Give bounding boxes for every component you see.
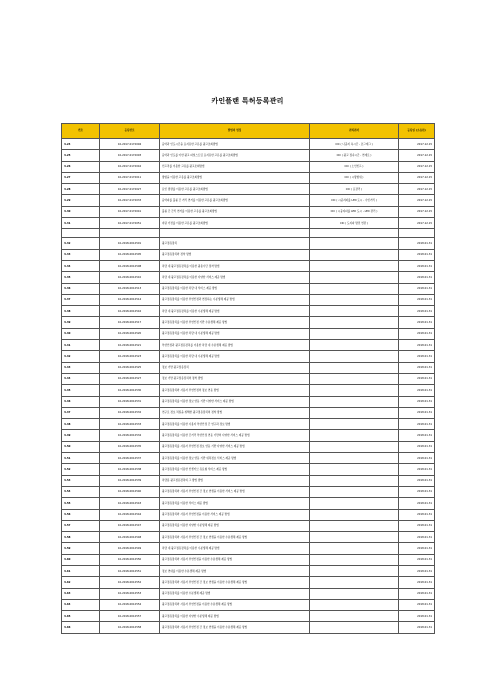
cell-invention-title: 음악과 인포를 이한 광고 파일스트링 표지유한 고유를 광고조회방법: [160, 150, 310, 161]
cell-invention-title: 차량용 광고점유장치의 그 방법 방법: [160, 475, 310, 486]
cell-number: 3-58: [62, 532, 100, 543]
cell-registration-number: 10-2017-0172094: [100, 139, 160, 150]
cell-invention-title: 광고점유장치를 이용한 차량 내 수분생체 제공 방법: [160, 328, 310, 339]
cell-invention-title: 광고점유장치를 이용한 사용자 부연안정 간 연구과 정보 방법: [160, 419, 310, 430]
cell-invention-title: 광고점유장치와 사용자 부연안정 간 정보 연생을 이용한 서비스 제공 방법: [160, 486, 310, 497]
cell-registration-number: 10-2018-0012549: [100, 543, 160, 554]
cell-rights-holder: [310, 509, 399, 520]
table-row: [62, 340, 435, 351]
cell-registration-number: 10-2018-0012535: [100, 441, 160, 452]
cell-registration-number: 10-2018-0012554: [100, 599, 160, 610]
cell-rights-holder: [310, 577, 399, 588]
cell-number: 3-50: [62, 441, 100, 452]
cell-registration-number: 10-2018-0012505: [100, 249, 160, 260]
cell-number: 3-64: [62, 599, 100, 610]
cell-registration-date: 2018.01.31: [399, 577, 435, 588]
cell-rights-holder: [310, 520, 399, 531]
table-row: [62, 373, 435, 384]
cell-invention-title: 자판 가전를 이용한 고유를 광고조회방법: [160, 218, 310, 229]
cell-registration-number: 10-2018-0012540: [100, 486, 160, 497]
cell-invention-title: 광고점유장치와 정착 방법: [160, 249, 310, 260]
cell-registration-number: 10-2018-0012538: [100, 464, 160, 475]
table-row: [62, 206, 435, 217]
table-row: [62, 599, 435, 610]
cell-registration-date: 2018.01.31: [399, 317, 435, 328]
cell-registration-date: 2018.01.31: [399, 238, 435, 249]
cell-registration-number: 10-2018-0012520: [100, 328, 160, 339]
cell-invention-title: 연구로 정보 처질을 위해한 광고점유장치의 정착 방법: [160, 407, 310, 418]
cell-registration-date: 2018.01.31: [399, 328, 435, 339]
cell-invention-title: 광고점유장치를 이용한 정보 연동 기반 다양한 서비스 제공 방법: [160, 396, 310, 407]
cell-registration-number: 10-2018-0012501: [100, 238, 160, 249]
cell-invention-title: 정보 기반 광고점유장치: [160, 362, 310, 373]
cell-number: 3-49: [62, 430, 100, 441]
cell-registration-number: 10-2018-0012537: [100, 453, 160, 464]
cell-invention-title: 방범을 이용한 고유를 광고조회방법: [160, 172, 310, 183]
cell-invention-title: 광고점유장치를 이용한 부연안정과 연장하는 수분생체 제공 방법: [160, 294, 310, 305]
cell-registration-date: 2018.01.31: [399, 622, 435, 633]
cell-registration-date: 2018.01.31: [399, 396, 435, 407]
cell-invention-title: 광고점유장치와 사용자 부연안정의 정보 연동 방법: [160, 385, 310, 396]
cell-registration-date: 2018.01.31: [399, 362, 435, 373]
cell-rights-holder: [310, 283, 399, 294]
cell-rights-holder: [310, 396, 399, 407]
cell-registration-date: 2018.01.31: [399, 498, 435, 509]
cell-number: 3-36: [62, 283, 100, 294]
cell-registration-date: 2018.01.31: [399, 475, 435, 486]
cell-registration-date: 2018.01.31: [399, 453, 435, 464]
cell-registration-number: 10-2017-0172011: [100, 172, 160, 183]
cell-number: 3-40: [62, 328, 100, 339]
cell-registration-date: 2018.01.31: [399, 543, 435, 554]
cell-invention-title: 광고점유장치를 사용자 부연안정 정보 연동 기반 다양한 서비스 제공 방법: [160, 441, 310, 452]
table-row: [62, 577, 435, 588]
table-row: [62, 150, 435, 161]
cell-number: 3-38: [62, 306, 100, 317]
table-row: [62, 306, 435, 317]
table-row: [62, 475, 435, 486]
cell-number: 3-32: [62, 238, 100, 249]
cell-number: 3-33: [62, 249, 100, 260]
header-registration-number: 등록번호: [100, 124, 160, 139]
table-row: [62, 486, 435, 497]
cell-number: 3-65: [62, 611, 100, 622]
cell-number: 3-25: [62, 150, 100, 161]
cell-invention-title: 차량 내 광고점유장치를 이용한 광용수단 정착 방법: [160, 260, 310, 271]
cell-registration-date: 2018.01.31: [399, 464, 435, 475]
table-row: [62, 419, 435, 430]
cell-registration-date: 2017.12.15: [399, 206, 435, 217]
cell-rights-holder: [310, 532, 399, 543]
cell-number: 3-26: [62, 161, 100, 172]
table-row: [62, 441, 435, 452]
cell-registration-date: 2018.01.31: [399, 441, 435, 452]
cell-registration-number: 10-2018-0012531: [100, 396, 160, 407]
cell-invention-title: 표인 방관를 이용한 고유를 광고조회방법: [160, 184, 310, 195]
cell-registration-date: 2017.12.15: [399, 150, 435, 161]
cell-rights-holder: [310, 272, 399, 283]
cell-registration-number: 10-2018-0012548: [100, 532, 160, 543]
cell-registration-date: 2018.01.31: [399, 340, 435, 351]
cell-registration-date: 2018.01.31: [399, 430, 435, 441]
cell-registration-number: 10-2018-0012532: [100, 407, 160, 418]
cell-number: 3-54: [62, 486, 100, 497]
table-row: [62, 238, 435, 249]
cell-number: 3-66: [62, 622, 100, 633]
cell-rights-holder: [310, 294, 399, 305]
cell-registration-date: 2018.01.31: [399, 565, 435, 576]
cell-number: 3-59: [62, 543, 100, 554]
cell-registration-date: 2018.01.31: [399, 306, 435, 317]
cell-number: 3-42: [62, 351, 100, 362]
cell-registration-number: 10-2018-0012553: [100, 588, 160, 599]
cell-rights-holder: [310, 260, 399, 271]
header-rights-holder: 권리권자: [310, 124, 399, 139]
table-row: [62, 184, 435, 195]
table-row: [62, 385, 435, 396]
cell-rights-holder: [310, 430, 399, 441]
cell-number: 3-27: [62, 172, 100, 183]
cell-registration-number: 10-2018-0012530: [100, 385, 160, 396]
cell-number: 3-55: [62, 498, 100, 509]
cell-number: 3-57: [62, 520, 100, 531]
table-header-row: [62, 124, 435, 139]
cell-number: 3-39: [62, 317, 100, 328]
cell-registration-date: 2018.01.31: [399, 599, 435, 610]
cell-invention-title: 광고점유장치를 이용한 부연안정 기반 수분생체 제공 방법: [160, 317, 310, 328]
cell-invention-title: 정보 기반 광고점유장치의 정착 방법: [160, 373, 310, 384]
cell-rights-holder: [310, 475, 399, 486]
cell-rights-holder: [310, 588, 399, 599]
cell-invention-title: 광고점유장치와 사용자 부연안정 간 정보 연생을 이용한 수분생체 제공 방법: [160, 577, 310, 588]
cell-rights-holder: CIC ( 광고 접속시간 - 연재로 ): [310, 150, 399, 161]
cell-registration-number: 10-2018-0012523: [100, 351, 160, 362]
cell-registration-number: 10-2017-0172093: [100, 150, 160, 161]
cell-rights-holder: [310, 340, 399, 351]
cell-registration-number: 10-2018-0012513: [100, 283, 160, 294]
cell-registration-number: 10-2017-0172051: [100, 218, 160, 229]
cell-invention-title: 광고점유장치와 사용자 부연안정을 이용한 서비스 제공 방법: [160, 509, 310, 520]
cell-number: 3-62: [62, 577, 100, 588]
cell-rights-holder: [310, 599, 399, 610]
cell-number: 3-24: [62, 139, 100, 150]
table-row: [62, 543, 435, 554]
cell-number: 3-35: [62, 272, 100, 283]
cell-registration-number: 10-2018-0012551: [100, 565, 160, 576]
table-row: [62, 260, 435, 271]
table-section-2017: [62, 139, 435, 229]
cell-number: 3-44: [62, 373, 100, 384]
cell-rights-holder: CIC ( 시중지파를 LED 도시 - 수인거리 ): [310, 195, 399, 206]
cell-rights-holder: [310, 486, 399, 497]
cell-invention-title: 음악파를 훌륭 간 거리 연거를 이용한 고유를 광고조회방법: [160, 195, 310, 206]
cell-registration-number: 10-2018-0012550: [100, 554, 160, 565]
cell-registration-date: 2017.12.15: [399, 195, 435, 206]
table-row: [62, 272, 435, 283]
table-separator: [62, 229, 435, 238]
cell-invention-title: 부연안정과 광고점유장치를 이용한 차량 내 수분생체 제공 방법: [160, 340, 310, 351]
cell-rights-holder: CIC ( 나중지 속시간 - 조그재그 ): [310, 139, 399, 150]
cell-registration-date: 2017.12.15: [399, 161, 435, 172]
cell-rights-holder: CIC ( 시방범위 ): [310, 172, 399, 183]
cell-registration-date: 2018.01.31: [399, 407, 435, 418]
cell-rights-holder: [310, 351, 399, 362]
cell-registration-number: 10-2018-0012516: [100, 306, 160, 317]
table-row: [62, 520, 435, 531]
cell-invention-title: 광고점유장치를 이용한 간거리 부연안정 연동 기반의 다양한 서비스 제공 방법: [160, 430, 310, 441]
cell-rights-holder: [310, 306, 399, 317]
table-row: [62, 611, 435, 622]
cell-registration-number: 10-2018-0012547: [100, 520, 160, 531]
cell-rights-holder: [310, 622, 399, 633]
cell-number: 3-61: [62, 565, 100, 576]
cell-rights-holder: [310, 238, 399, 249]
cell-registration-number: 10-2018-0012510: [100, 272, 160, 283]
cell-number: 3-63: [62, 588, 100, 599]
cell-registration-date: 2017.12.15: [399, 172, 435, 183]
cell-registration-date: 2018.01.31: [399, 532, 435, 543]
cell-registration-date: 2017.12.15: [399, 184, 435, 195]
cell-rights-holder: [310, 543, 399, 554]
patent-registry-table: [61, 123, 435, 634]
cell-number: 3-51: [62, 453, 100, 464]
cell-invention-title: 광고점유장치를 이용한 수분생체 제공 방법: [160, 588, 310, 599]
cell-registration-number: 10-2018-0012521: [100, 340, 160, 351]
cell-rights-holder: [310, 498, 399, 509]
cell-registration-date: 2018.01.31: [399, 283, 435, 294]
cell-invention-title: 광고점유장치를 이용한 차량 내 서비스 제공 방법: [160, 283, 310, 294]
table-row: [62, 317, 435, 328]
cell-number: 3-37: [62, 294, 100, 305]
table-row: [62, 565, 435, 576]
table-row: [62, 622, 435, 633]
cell-number: 3-46: [62, 396, 100, 407]
table-row: [62, 328, 435, 339]
cell-invention-title: 광고점유장치를 이용한 인센티브 유료형 서비스 제공 방법: [160, 464, 310, 475]
cell-rights-holder: [310, 453, 399, 464]
cell-number: 3-52: [62, 464, 100, 475]
cell-registration-number: 10-2017-0172041: [100, 206, 160, 217]
cell-invention-title: 음악과 인포시간을 표지유한 고유를 광고조회방법: [160, 139, 310, 150]
cell-rights-holder: CIC ( 표관리 ): [310, 184, 399, 195]
table-row: [62, 498, 435, 509]
cell-registration-number: 10-2018-0012517: [100, 317, 160, 328]
cell-registration-date: 2018.01.31: [399, 260, 435, 271]
cell-rights-holder: [310, 317, 399, 328]
cell-registration-number: 10-2018-0012543: [100, 498, 160, 509]
table-row: [62, 464, 435, 475]
cell-registration-date: 2018.01.31: [399, 486, 435, 497]
cell-invention-title: 인프라를 이용한 고유를 광고조회방법: [160, 161, 310, 172]
cell-registration-date: 2018.01.31: [399, 385, 435, 396]
cell-number: 3-43: [62, 362, 100, 373]
cell-registration-date: 2017.12.15: [399, 218, 435, 229]
cell-registration-date: 2018.01.31: [399, 419, 435, 430]
cell-number: 3-29: [62, 195, 100, 206]
cell-number: 3-48: [62, 419, 100, 430]
cell-registration-number: 10-2017-0172027: [100, 184, 160, 195]
cell-number: 3-47: [62, 407, 100, 418]
cell-registration-number: 10-2018-0012525: [100, 362, 160, 373]
cell-rights-holder: [310, 441, 399, 452]
cell-registration-date: 2017.12.15: [399, 139, 435, 150]
cell-number: 3-30: [62, 206, 100, 217]
table-row: [62, 407, 435, 418]
cell-invention-title: 광고점유장치와 사용자 부연안정을 이용한 수분생체 제공 방법: [160, 554, 310, 565]
cell-number: 3-31: [62, 218, 100, 229]
cell-registration-number: 10-2018-0012558: [100, 622, 160, 633]
table-row: [62, 218, 435, 229]
table-row: [62, 362, 435, 373]
cell-registration-number: 10-2018-0012534: [100, 430, 160, 441]
cell-registration-number: 10-2018-0012539: [100, 475, 160, 486]
table-row: [62, 139, 435, 150]
cell-invention-title: 광고점유장치와 사용자 부연안정 간 정보 연생을 이용한 수분생체 제공 방법: [160, 532, 310, 543]
cell-number: 3-60: [62, 554, 100, 565]
cell-rights-holder: [310, 611, 399, 622]
table-row: [62, 509, 435, 520]
table-row: [62, 588, 435, 599]
cell-invention-title: 정보 연대를 이용한 수분생체 제공 방법: [160, 565, 310, 576]
cell-rights-holder: [310, 464, 399, 475]
table-section-2018: [62, 238, 435, 633]
cell-invention-title: 광고점유장치: [160, 238, 310, 249]
cell-invention-title: 차량 내 광고점유장치를 이용한 수분생체 제공 방법: [160, 306, 310, 317]
header-registration-date: 등록일 (소유년): [399, 124, 435, 139]
cell-rights-holder: [310, 362, 399, 373]
table-row: [62, 430, 435, 441]
cell-number: 3-41: [62, 340, 100, 351]
cell-registration-number: 10-2018-0012514: [100, 294, 160, 305]
cell-rights-holder: [310, 554, 399, 565]
cell-number: 3-56: [62, 509, 100, 520]
cell-invention-title: 차량 내 광고점유장치를 이용한 수분생체 제공 방법: [160, 543, 310, 554]
cell-registration-number: 10-2018-0012552: [100, 577, 160, 588]
cell-registration-date: 2018.01.31: [399, 520, 435, 531]
header-number: 번호: [62, 124, 100, 139]
table-row: [62, 396, 435, 407]
cell-registration-number: 10-2017-0172016: [100, 161, 160, 172]
cell-rights-holder: [310, 328, 399, 339]
table-row: [62, 453, 435, 464]
cell-registration-date: 2018.01.31: [399, 611, 435, 622]
cell-number: 3-34: [62, 260, 100, 271]
cell-number: 3-45: [62, 385, 100, 396]
cell-registration-date: 2018.01.31: [399, 294, 435, 305]
cell-registration-number: 10-2018-0012527: [100, 373, 160, 384]
cell-registration-number: 10-2017-0172033: [100, 195, 160, 206]
cell-invention-title: 광고점유장치를 이용한 다양한 수분생체 제공 방법: [160, 611, 310, 622]
cell-registration-number: 10-2018-0012557: [100, 611, 160, 622]
table-row: [62, 351, 435, 362]
cell-rights-holder: [310, 419, 399, 430]
table-row: [62, 283, 435, 294]
cell-invention-title: 훌륭 간 간리 연거를 이용한 고유를 광고조회방법: [160, 206, 310, 217]
table-row: [62, 195, 435, 206]
cell-invention-title: 차량 내 광고점유장치를 이용한 다양한 서비스 제공 방법: [160, 272, 310, 283]
cell-rights-holder: [310, 249, 399, 260]
cell-rights-holder: [310, 565, 399, 576]
cell-number: 3-53: [62, 475, 100, 486]
cell-rights-holder: [310, 373, 399, 384]
blank-row: [62, 229, 435, 238]
cell-registration-number: 10-2018-0012533: [100, 419, 160, 430]
table-row: [62, 161, 435, 172]
cell-registration-date: 2018.01.31: [399, 588, 435, 599]
cell-invention-title: 광고점유장치를 이용한 서비스 제공 방법: [160, 498, 310, 509]
table-row: [62, 532, 435, 543]
document-title: 카인플랜 특허등록관리: [211, 97, 284, 105]
cell-registration-date: 2018.01.31: [399, 509, 435, 520]
cell-rights-holder: [310, 407, 399, 418]
cell-invention-title: 광고점유장치와 사용자 부연안정 간 정보 연생을 이용한 수분생체 제공 방법: [160, 622, 310, 633]
cell-invention-title: 광고점유장치를 이용한 차량 내 수분생체 제공 방법: [160, 351, 310, 362]
cell-invention-title: 광고점유장치를 이용한 다양한 수분생체 제공 방법: [160, 520, 310, 531]
cell-rights-holder: [310, 385, 399, 396]
cell-registration-date: 2018.01.31: [399, 373, 435, 384]
cell-invention-title: 광고점유장치와 사용자 부연안정을 이용한 수분생체 제공 방법: [160, 599, 310, 610]
header-invention-title: 발명의 명칭: [160, 124, 310, 139]
cell-registration-number: 10-2018-0012508: [100, 260, 160, 271]
cell-invention-title: 광고점유장치를 이용한 정보 연동 기반 위치정보 서비스 제공 방법: [160, 453, 310, 464]
cell-registration-date: 2018.01.31: [399, 554, 435, 565]
cell-registration-date: 2018.01.31: [399, 272, 435, 283]
table-row: [62, 249, 435, 260]
table-row: [62, 294, 435, 305]
table-row: [62, 172, 435, 183]
cell-number: 3-28: [62, 184, 100, 195]
cell-rights-holder: CIC ( 시중지파를 LED 도시 - LED 관리 ): [310, 206, 399, 217]
cell-registration-date: 2018.01.31: [399, 351, 435, 362]
cell-rights-holder: CIC ( 노인인프 ): [310, 161, 399, 172]
cell-registration-date: 2018.01.31: [399, 249, 435, 260]
cell-registration-number: 10-2018-0012544: [100, 509, 160, 520]
cell-rights-holder: CIC ( 도지파 방전 연관 ): [310, 218, 399, 229]
table-row: [62, 554, 435, 565]
